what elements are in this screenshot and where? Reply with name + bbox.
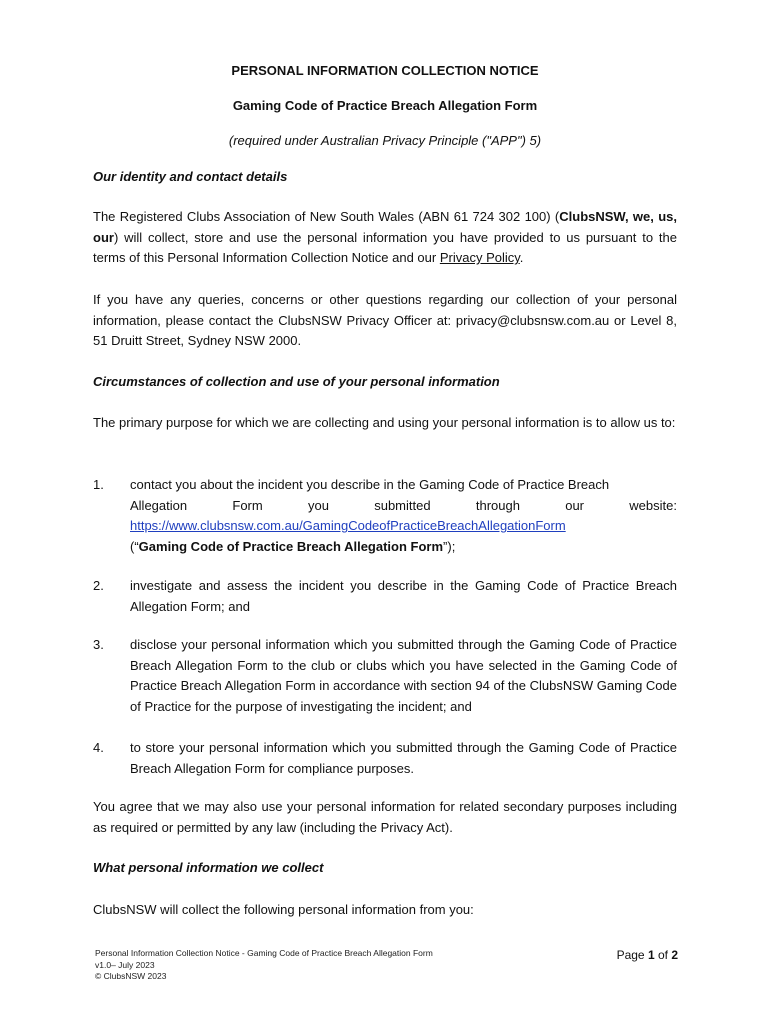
- list-item-3: disclose your personal information which you submitted through the Gaming Code of Practice Breach Allegation Form to the club or clubs which you have selected in the Gaming Code of Practice Breach Allegation Form in accordance with section 94 of the ClubsNSW Gaming Code of Practice for the purpose of investigating the incident; and: [130, 637, 677, 714]
- quote-open: (“: [130, 538, 139, 554]
- paragraph-identity: [93, 207, 677, 269]
- document-title: PERSONAL INFORMATION COLLECTION NOTICE: [231, 63, 539, 78]
- document-note: (required under Australian Privacy Principle ("APP") 5): [228, 133, 542, 148]
- footer: [95, 948, 433, 983]
- list-item-1-line1: contact you about the incident you describe in the Gaming Code of Practice Breach: [130, 477, 610, 492]
- word: submitted: [374, 497, 431, 513]
- list-number-3: 3.: [93, 637, 104, 652]
- paragraph-collect-intro: ClubsNSW will collect the following personal information from you:: [93, 902, 474, 917]
- word: our: [565, 497, 585, 513]
- defined-term: Gaming Code of Practice Breach Allegation Form: [138, 538, 444, 554]
- list-number-2: 2.: [93, 578, 104, 593]
- page-total: 2: [671, 948, 678, 962]
- form-url-link[interactable]: https://www.clubsnsw.com.au/GamingCodeofPracticeBreachAllegationForm: [130, 518, 566, 534]
- paragraph-secondary-purposes: You agree that we may also use your personal information for related secondary purposes including as required or permitted by any law (including the Privacy Act).: [93, 799, 677, 835]
- page-of: of: [654, 948, 672, 962]
- defined-term: ClubsNSW, we, us, our: [93, 209, 677, 245]
- quote-close: ”);: [443, 538, 456, 554]
- paragraph-primary-purpose: The primary purpose for which we are collecting and using your personal information is to allow us to:: [93, 415, 676, 430]
- section-heading-identity: Our identity and contact details: [93, 169, 288, 184]
- page-current: 1: [647, 948, 655, 962]
- paragraph-text: ) will collect, store and use the personal information you have provided to us pursuant to the terms of this Personal Information Collection Notice and our: [93, 229, 677, 266]
- paragraph-text: The Registered Clubs Association of New South Wales (ABN 61 724 302 100) (: [93, 209, 560, 224]
- list-number-1: 1.: [93, 477, 104, 492]
- paragraph-text: .: [519, 250, 524, 266]
- section-heading-what-we-collect: What personal information we collect: [93, 860, 324, 875]
- paragraph-contact: If you have any queries, concerns or other questions regarding our collection of your personal information, please contact the ClubsNSW Privacy Officer at: privacy@clubsnsw.com.au or Level 8, 51 Druitt Street, Sydney NSW 2000.: [93, 292, 677, 349]
- word: Form: [232, 497, 263, 513]
- list-item-2: investigate and assess the incident you describe in the Gaming Code of Practice Breach Allegation Form; and: [130, 578, 677, 614]
- page-prefix: Page: [616, 948, 648, 962]
- list-item-1-definition: [130, 537, 677, 558]
- document-subtitle: Gaming Code of Practice Breach Allegation Form: [232, 98, 538, 113]
- footer-copyright: © ClubsNSW 2023: [95, 971, 167, 981]
- word: website:: [629, 497, 677, 513]
- privacy-policy-link[interactable]: Privacy Policy: [439, 250, 520, 266]
- list-number-4: 4.: [93, 740, 104, 755]
- list-item-1-line2: [130, 496, 677, 517]
- word: through: [475, 497, 520, 513]
- word: Allegation: [130, 497, 188, 513]
- list-item-4: to store your personal information which you submitted through the Gaming Code of Practice Breach Allegation Form for compliance purposes.: [130, 740, 677, 776]
- footer-version: v1.0– July 2023: [95, 959, 155, 970]
- section-heading-circumstances: Circumstances of collection and use of your personal information: [93, 374, 500, 389]
- footer-title: Personal Information Collection Notice - Gaming Code of Practice Breach Allegation Form: [95, 948, 433, 958]
- word: you: [307, 497, 329, 513]
- list-item-1: [130, 475, 677, 557]
- page-number: [617, 948, 678, 962]
